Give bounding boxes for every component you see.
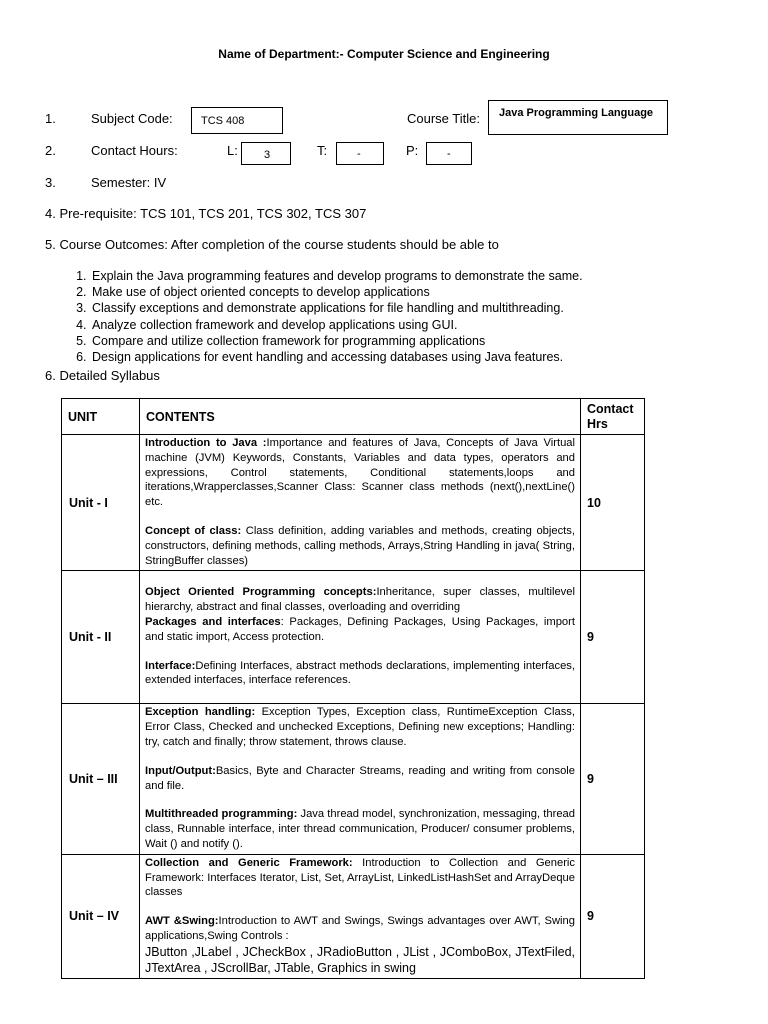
contents-cell: [140, 435, 581, 571]
semester-label: Semester: IV: [91, 175, 167, 190]
subject-code-box: [191, 107, 283, 134]
header-contents: CONTENTS: [140, 399, 581, 435]
outcomes-list: [66, 268, 583, 365]
lecture-label: L:: [227, 143, 238, 158]
swing-controls-list: JButton ,JLabel , JCheckBox , JRadioButton , JList , JComboBox, JTextFiled, JTextArea , JScrollBar, JTable, Graphics in swing: [145, 944, 575, 975]
topic-heading: Input/Output:: [145, 764, 216, 777]
lecture-hours-value: 3: [264, 149, 271, 161]
contents-cell: [140, 854, 581, 978]
outcome-item: 3. Classify exceptions and demonstrate applications for file handling and multithreading.: [90, 300, 583, 316]
outcome-item: 5. Compare and utilize collection framework for programming applications: [90, 333, 583, 349]
table-row: [62, 435, 645, 571]
topic-heading: Packages and interfaces: [145, 616, 281, 629]
outcome-item: 1. Explain the Java programming features and develop programs to demonstrate the same.: [90, 268, 583, 284]
tutorial-hours-value: -: [357, 148, 361, 160]
hrs-cell: 9: [581, 571, 645, 704]
topic-heading: AWT &Swing:: [145, 915, 219, 928]
table-row: [62, 854, 645, 978]
unit-cell: Unit - I: [62, 435, 140, 571]
topic-heading: Multithreaded programming:: [145, 808, 298, 821]
prerequisite-line: 4. Pre-requisite: TCS 101, TCS 201, TCS 302, TCS 307: [45, 206, 367, 221]
table-row: [62, 571, 645, 704]
topic-text: Basics, Byte and Character Streams, reading and writing from console and file.: [145, 764, 575, 792]
topic-text: Defining Interfaces, abstract methods declarations, implementing interfaces, extended interfaces, interface references.: [145, 659, 575, 687]
topic-heading: Exception handling:: [145, 706, 256, 719]
topic-text: Importance and features of Java, Concepts of Java Virtual machine (JVM) Keywords, Constants, Variables and data types, operators and expressions, Control statements, Conditional statements,loops and iterations,Wrapperclasses,Scanner Class: Scanner class methods (next(),nextLine() etc.: [145, 437, 575, 509]
course-title-box: [488, 100, 668, 135]
topic-text: Exception Types, Exception class, RuntimeException Class, Error Class, Checked and unchecked Exceptions, Defining new exceptions; Handling: try, catch and finally; throw statement, throws clause.: [145, 706, 575, 748]
syllabus-heading: 6. Detailed Syllabus: [45, 368, 160, 383]
course-title-label: Course Title:: [407, 111, 480, 126]
outcomes-heading: 5. Course Outcomes: After completion of the course students should be able to: [45, 237, 499, 252]
field-number-3: 3.: [45, 175, 56, 190]
topic-text: : Packages, Defining Packages, Using Packages, import and static import, Access protection.: [145, 616, 575, 643]
topic-text: Inheritance, super classes, multilevel hierarchy, abstract and final classes, overloading and overriding: [145, 586, 575, 614]
hrs-cell: 9: [581, 854, 645, 978]
unit-cell: Unit – IV: [62, 854, 140, 978]
topic-text: Introduction to AWT and Swings, Swings advantages over AWT, Swing applications,Swing Controls :: [145, 915, 575, 942]
unit-cell: Unit - II: [62, 571, 140, 704]
department-title: Name of Department:- Computer Science and Engineering: [218, 47, 550, 61]
subject-code-label: Subject Code:: [91, 111, 173, 126]
header-contact-hrs: Contact Hrs: [581, 399, 645, 435]
practical-label: P:: [406, 143, 419, 158]
outcome-item: 4. Analyze collection framework and develop applications using GUI.: [90, 317, 583, 333]
table-row: [62, 704, 645, 854]
header-unit: UNIT: [62, 399, 140, 435]
topic-heading: Object Oriented Programming concepts:: [145, 586, 377, 599]
syllabus-table: [61, 398, 645, 979]
field-number-1: 1.: [45, 111, 56, 126]
topic-text: Introduction to Collection and Generic Framework: Interfaces Iterator, List, Set, ArrayList, LinkedListHashSet and ArrayDeque classes: [145, 856, 576, 899]
outcome-item: 6. Design applications for event handling and accessing databases using Java features.: [90, 349, 583, 365]
contents-cell: [140, 571, 581, 704]
tutorial-label: T:: [317, 143, 328, 158]
unit-cell: Unit – III: [62, 704, 140, 854]
subject-code-value: TCS 408: [201, 115, 245, 127]
topic-text: Class definition, adding variables and methods, creating objects, constructors, defining methods, calling methods, Arrays,String Handling in java( String, StringBuffer classes): [145, 524, 575, 567]
contents-cell: [140, 704, 581, 854]
topic-heading: Concept of class:: [145, 524, 242, 537]
outcome-item: 2. Make use of object oriented concepts to develop applications: [90, 284, 583, 300]
practical-hours-value: -: [447, 148, 451, 160]
topic-heading: Introduction to Java :: [145, 437, 267, 449]
lecture-hours-box: [241, 142, 291, 165]
field-number-2: 2.: [45, 143, 56, 158]
topic-heading: Collection and Generic Framework:: [145, 856, 353, 869]
contact-hours-label: Contact Hours:: [91, 143, 178, 158]
topic-heading: Interface:: [145, 659, 196, 672]
topic-text: Java thread model, synchronization, messaging, thread class, Runnable interface, inter thread communication, Producer/ consumer problems, Wait () and notify ().: [145, 808, 575, 850]
hrs-cell: 10: [581, 435, 645, 571]
tutorial-hours-box: [336, 142, 384, 165]
table-header-row: [62, 399, 645, 435]
practical-hours-box: [426, 142, 472, 165]
hrs-cell: 9: [581, 704, 645, 854]
course-title-value: Java Programming Language: [499, 107, 654, 119]
